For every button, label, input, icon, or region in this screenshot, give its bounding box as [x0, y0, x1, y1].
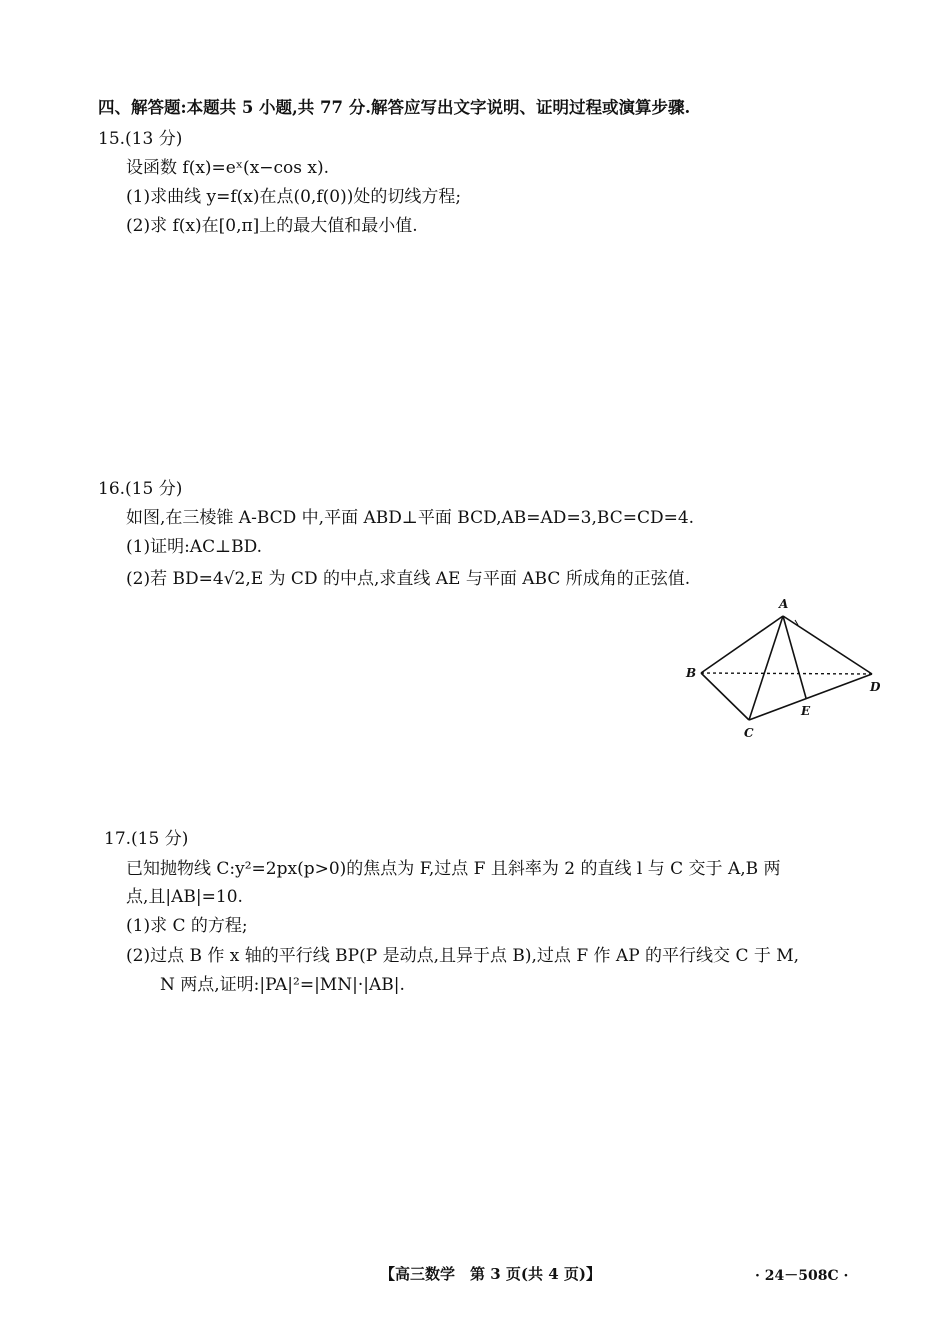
edge-AC — [749, 616, 783, 720]
edge-CD — [749, 674, 872, 720]
problem-15-line-1: 设函数 f(x)=eˣ(x−cos x). — [126, 158, 330, 178]
section-header: 四、解答题:本题共 5 小题,共 77 分.解答应写出文字说明、证明过程或演算步骤. — [98, 98, 691, 117]
edge-BC — [701, 673, 749, 720]
page-footer-code: · 24－508C · — [755, 1268, 849, 1284]
vertex-label-C: C — [744, 726, 754, 740]
problem-15-part-2: (2)求 f(x)在[0,π]上的最大值和最小值. — [126, 216, 418, 236]
tetrahedron-figure — [680, 595, 890, 745]
edge-BD-hidden — [701, 673, 872, 674]
problem-17-part-1: (1)求 C 的方程; — [126, 916, 248, 936]
problem-17-number: 17.(15 分) — [104, 829, 189, 849]
problem-16-part-1: (1)证明:AC⊥BD. — [126, 537, 262, 557]
problem-17-line-1: 已知抛物线 C:y²=2px(p>0)的焦点为 F,过点 F 且斜率为 2 的直线 l 与 C 交于 A,B 两 — [126, 859, 781, 879]
edge-AB — [701, 616, 783, 673]
problem-15-number: 15.(13 分) — [98, 129, 183, 149]
page-footer-label: 【高三数学 第 3 页(共 4 页)】 — [380, 1265, 601, 1283]
vertex-label-D: D — [870, 680, 881, 694]
vertex-label-A: A — [779, 597, 789, 611]
vertex-label-E: E — [801, 704, 811, 718]
problem-16-line-1: 如图,在三棱锥 A-BCD 中,平面 ABD⊥平面 BCD,AB=AD=3,BC=CD=4. — [126, 508, 695, 528]
problem-17-part-2: (2)过点 B 作 x 轴的平行线 BP(P 是动点,且异于点 B),过点 F 作 AP 的平行线交 C 于 M, — [126, 946, 800, 966]
vertex-label-B: B — [686, 666, 697, 680]
problem-15-part-1: (1)求曲线 y=f(x)在点(0,f(0))处的切线方程; — [126, 187, 462, 207]
problem-17-line-2: 点,且|AB|=10. — [126, 887, 243, 907]
problem-17-part-2-cont: N 两点,证明:|PA|²=|MN|·|AB|. — [160, 975, 405, 995]
problem-16-part-2: (2)若 BD=4√2,E 为 CD 的中点,求直线 AE 与平面 ABC 所成角的正弦值. — [126, 569, 691, 589]
problem-16-number: 16.(15 分) — [98, 479, 183, 499]
